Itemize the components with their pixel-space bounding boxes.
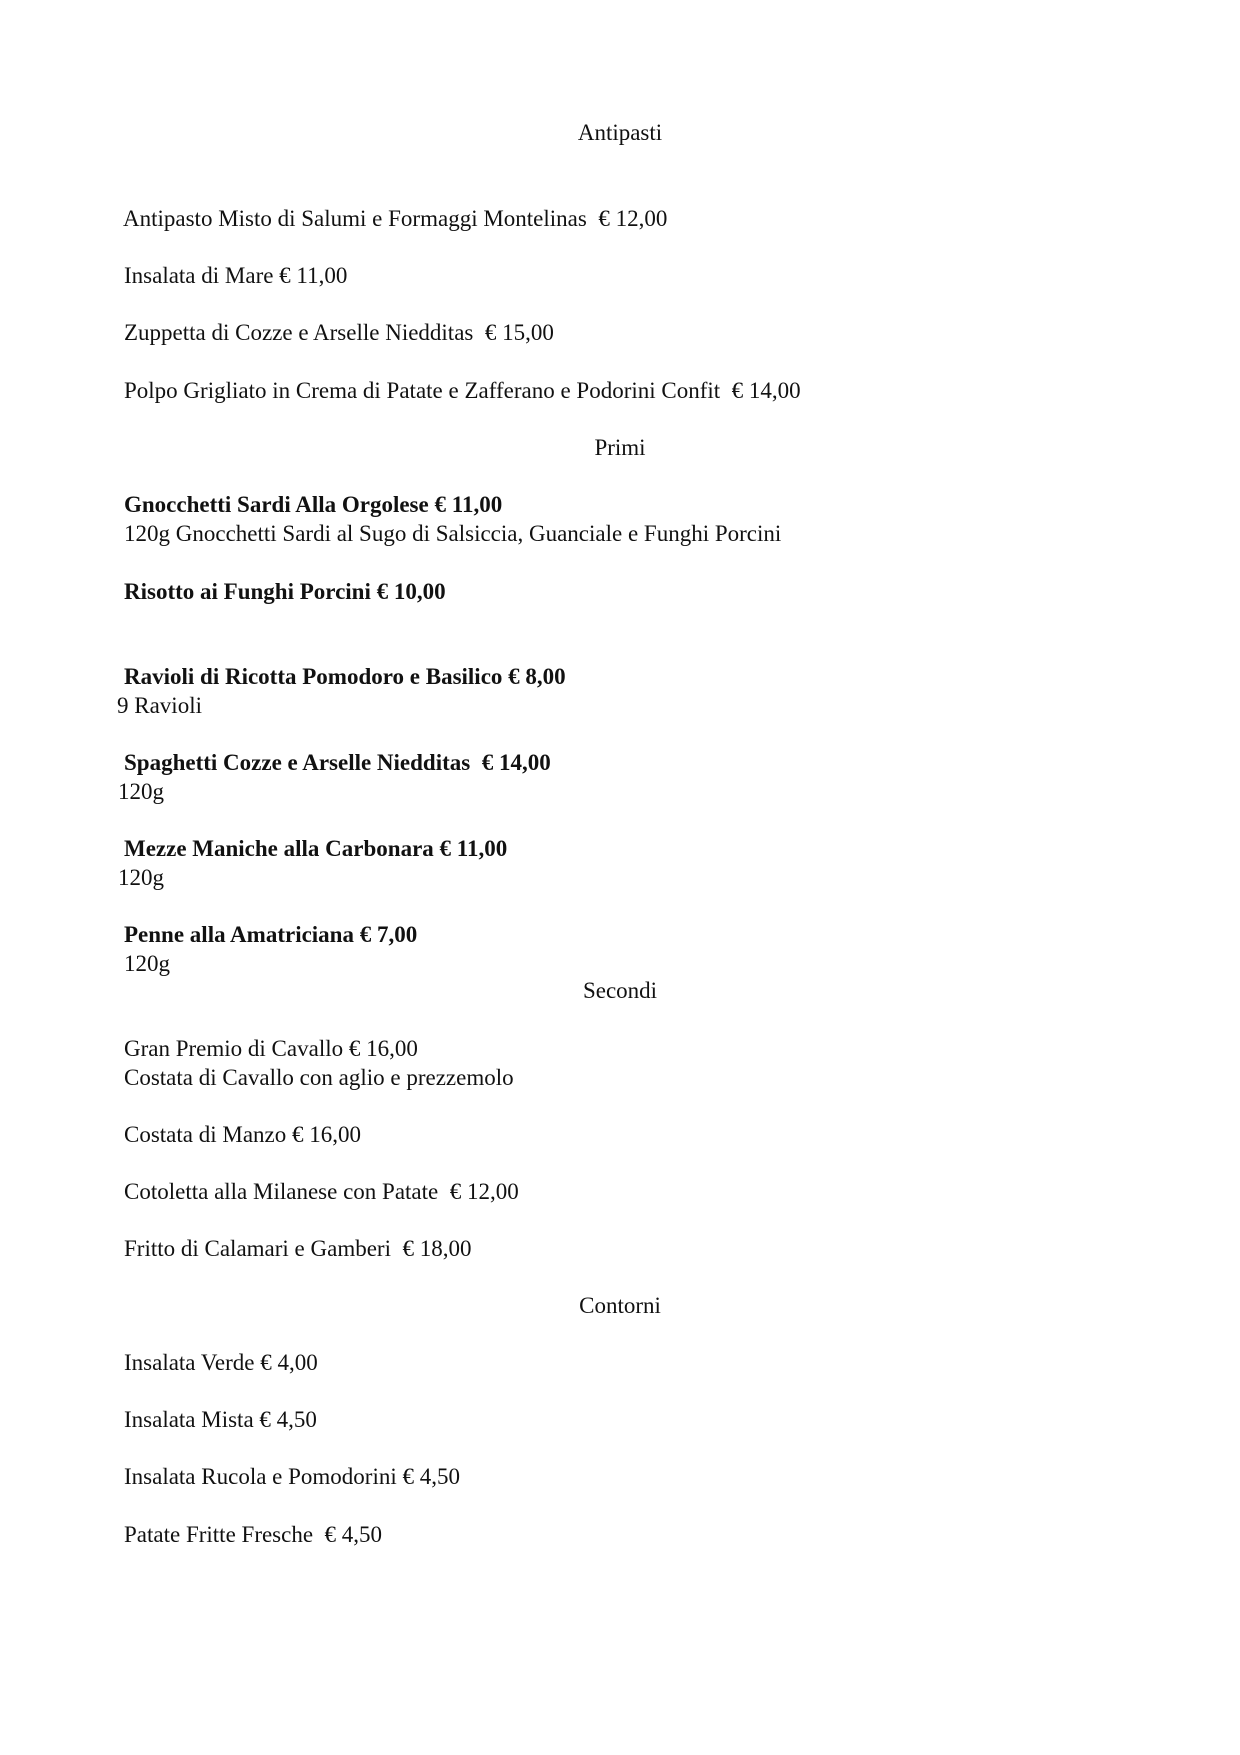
menu-item-name: Insalata Verde € 4,00 [124,1350,318,1375]
menu-item-description: 120g [118,865,164,890]
menu-item-name: Risotto ai Funghi Porcini € 10,00 [124,579,446,604]
menu-item-name: Fritto di Calamari e Gamberi € 18,00 [124,1236,472,1261]
menu-item-description: Costata di Cavallo con aglio e prezzemolo [124,1065,514,1090]
menu-item-name: Costata di Manzo € 16,00 [124,1122,361,1147]
menu-item-name: Insalata Mista € 4,50 [124,1407,317,1432]
menu-item-name: Antipasto Misto di Salumi e Formaggi Montelinas € 12,00 [123,206,668,231]
menu-item-name: Insalata Rucola e Pomodorini € 4,50 [124,1464,460,1489]
menu-item-description: 9 Ravioli [117,693,202,718]
menu-item-name: Gran Premio di Cavallo € 16,00 [124,1036,418,1061]
section-heading-primi: Primi [594,435,646,460]
menu-item-name: Polpo Grigliato in Crema di Patate e Zafferano e Podorini Confit € 14,00 [124,378,801,403]
section-heading-secondi: Secondi [582,978,658,1003]
menu-item-name: Penne alla Amatriciana € 7,00 [124,922,418,947]
menu-item-name: Spaghetti Cozze e Arselle Niedditas € 14,00 [124,750,551,775]
menu-item-name: Ravioli di Ricotta Pomodoro e Basilico € 8,00 [124,664,566,689]
menu-item-description: 120g Gnocchetti Sardi al Sugo di Salsiccia, Guanciale e Funghi Porcini [124,521,782,546]
section-heading-antipasti: Antipasti [577,120,663,145]
menu-item-name: Insalata di Mare € 11,00 [124,263,348,288]
menu-item-name: Gnocchetti Sardi Alla Orgolese € 11,00 [124,492,503,517]
menu-item-name: Mezze Maniche alla Carbonara € 11,00 [124,836,508,861]
section-heading-contorni: Contorni [579,1293,661,1318]
menu-item-name: Zuppetta di Cozze e Arselle Niedditas € 15,00 [124,320,554,345]
menu-item-description: 120g [124,951,170,976]
menu-item-description: 120g [118,779,164,804]
menu-item-name: Patate Fritte Fresche € 4,50 [124,1522,383,1547]
menu-item-name: Cotoletta alla Milanese con Patate € 12,00 [124,1179,519,1204]
